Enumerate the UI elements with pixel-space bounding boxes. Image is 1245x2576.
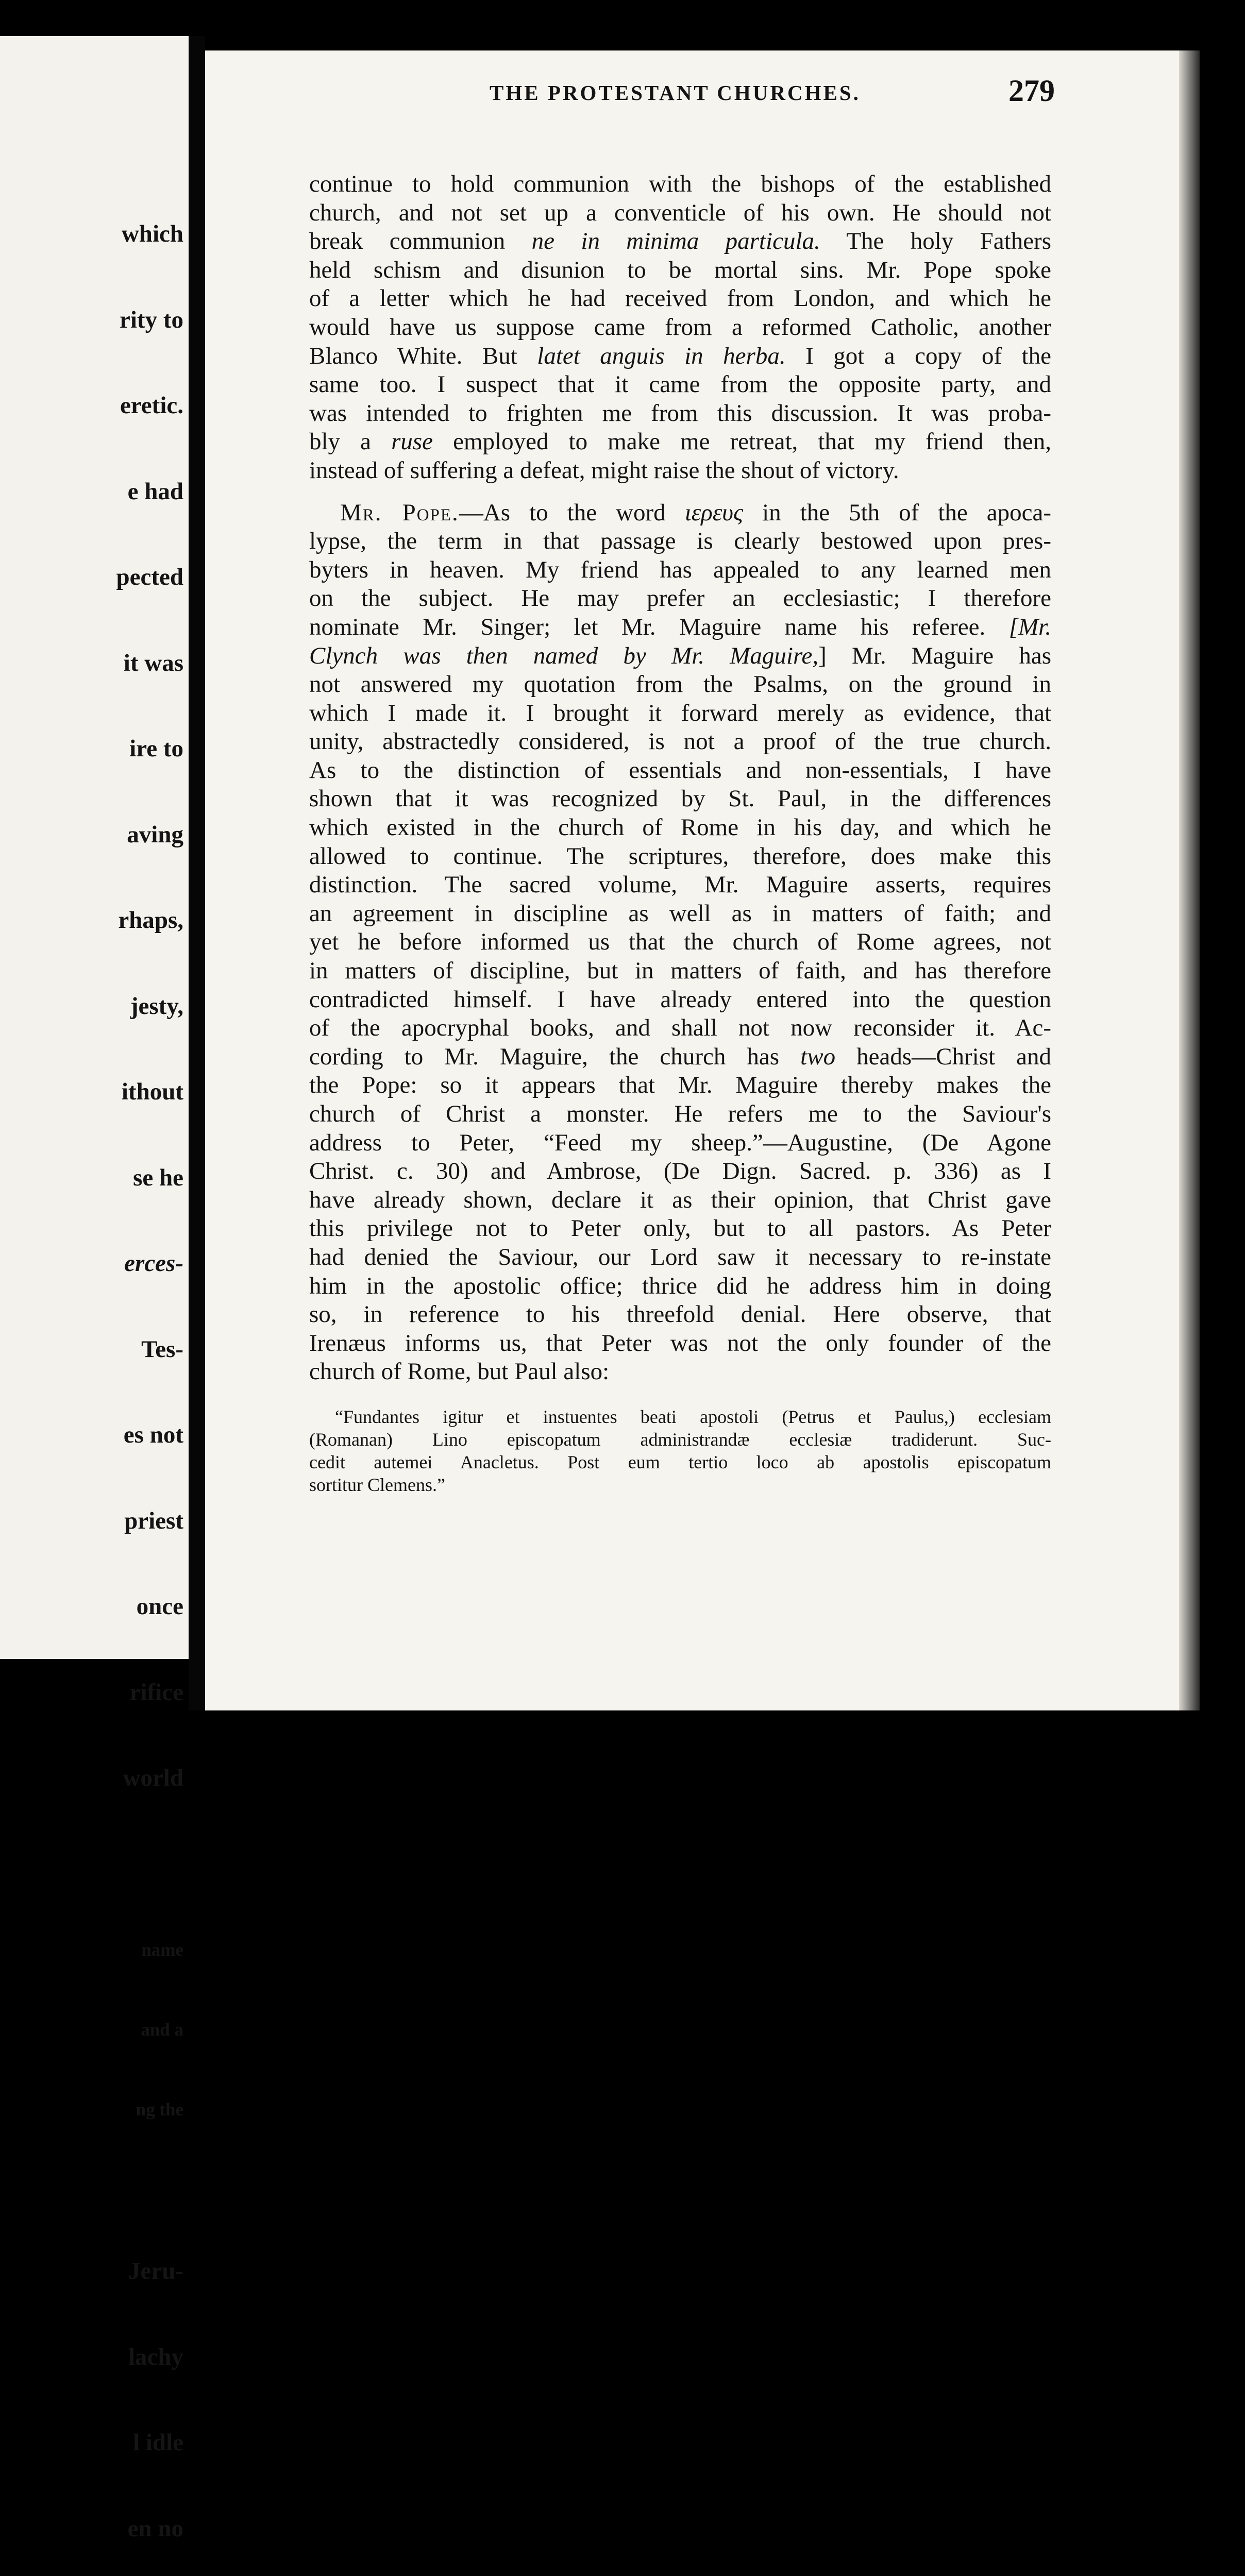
text-line: byters in heaven. My friend has appealed to any learned men <box>309 556 1051 583</box>
quote-line: (Romanan) Lino episcopatum administrandæ ecclesiæ tradiderunt. Suc- <box>309 1429 1051 1450</box>
quote-line: cedit autemei Anacletus. Post eum tertio loco ab apostolis episcopatum <box>309 1452 1051 1472</box>
text-line: Christ. c. 30) and Ambrose, (De Dign. Sacred. p. 336) as I <box>309 1158 1051 1185</box>
left-line: which <box>121 221 183 247</box>
text-line: same too. I suspect that it came from the opposite party, and <box>309 371 1051 398</box>
text-line: Mr. Pope.—As to the word ιερευς in the 5th of the apoca- <box>340 499 1052 526</box>
text-line: Clynch was then named by Mr. Maguire,] Mr. Maguire has <box>309 642 1052 669</box>
left-line: rity to <box>120 306 183 333</box>
text-line: him in the apostolic office; thrice did he address him in doing <box>309 1272 1051 1299</box>
left-line-small: and a <box>141 2020 183 2040</box>
left-page-fragment <box>0 36 189 2542</box>
left-line: world <box>123 1765 183 1791</box>
text-line: instead of suffering a defeat, might raise the shout of victory. <box>309 456 899 484</box>
text-line: the Pope: so it appears that Mr. Maguire thereby makes the <box>309 1072 1051 1099</box>
text-line: Blanco White. But latet anguis in herba. I got a copy of the <box>309 342 1052 369</box>
text-line: not answered my quotation from the Psalms, on the ground in <box>309 671 1051 698</box>
text-line: yet he before informed us that the church of Rome agrees, not <box>309 928 1051 956</box>
left-line: rhaps, <box>118 907 183 934</box>
left-line: ire to <box>129 735 183 762</box>
text-line: shown that it was recognized by St. Paul, in the differences <box>309 785 1051 812</box>
text-line: bly a ruse employed to make me retreat, that my friend then, <box>309 428 1051 455</box>
quote-line: sortitur Clemens.” <box>309 1475 445 1495</box>
left-line: eretic. <box>120 392 183 419</box>
left-line: it was <box>123 649 183 676</box>
latin-phrase: latet anguis in herba. <box>537 342 786 369</box>
running-head <box>283 76 1055 117</box>
text-line: so, in reference to his threefold denial. Here observe, that <box>309 1301 1051 1328</box>
italic-word: two <box>800 1043 836 1070</box>
left-line: l idle <box>133 2429 183 2456</box>
left-line: priest <box>124 1507 183 1534</box>
text-line: which I made it. I brought it forward merely as evidence, that <box>309 699 1051 726</box>
left-line: e had <box>127 478 183 505</box>
left-line: lachy <box>128 2343 183 2370</box>
text-line: lypse, the term in that passage is clearly bestowed upon pres- <box>309 528 1051 555</box>
latin-phrase: ne in minima particula. <box>531 228 820 255</box>
text-line: allowed to continue. The scriptures, therefore, does make this <box>309 842 1051 870</box>
left-line: se he <box>133 1164 183 1191</box>
text-line: in matters of discipline, but in matters of faith, and has therefore <box>309 957 1051 985</box>
text-line: cording to Mr. Maguire, the church has two heads—Christ and <box>309 1043 1052 1070</box>
body-text <box>309 170 1051 1386</box>
text-line: church of Rome, but Paul also: <box>309 1358 610 1385</box>
text-line: Irenæus informs us, that Peter was not the only founder of the <box>309 1329 1051 1357</box>
left-line: pected <box>116 564 183 590</box>
text-line: church, and not set up a conventicle of his own. He should not <box>309 199 1051 226</box>
left-line: en no <box>127 2515 183 2542</box>
text-line: As to the distinction of essentials and non-essentials, I have <box>309 756 1051 784</box>
editorial-note: Clynch was then named by Mr. Maguire, <box>309 642 819 669</box>
text-line: would have us suppose came from a reformed Catholic, another <box>309 313 1051 341</box>
text-line: distinction. The sacred volume, Mr. Maguire asserts, requires <box>309 871 1051 899</box>
left-line: ithout <box>121 1078 183 1105</box>
left-line: es not <box>123 1421 183 1448</box>
text-line: which existed in the church of Rome in his day, and which he <box>309 814 1051 841</box>
text-line: address to Peter, “Feed my sheep.”—Augustine, (De Agone <box>309 1129 1051 1156</box>
left-line: erces- <box>124 1250 183 1277</box>
left-line: rifice <box>129 1679 183 1706</box>
greek-word: ιερευς <box>684 499 744 526</box>
text-line: contradicted himself. I have already entered into the question <box>309 986 1051 1013</box>
left-line: jesty, <box>130 992 183 1020</box>
left-line: Jeru- <box>128 2258 183 2284</box>
text-line: this privilege not to Peter only, but to all pastors. As Peter <box>309 1215 1051 1242</box>
left-page-text <box>116 163 183 2576</box>
running-head-title: THE PROTESTANT CHURCHES. <box>490 81 861 105</box>
page-edge <box>1179 50 1200 1710</box>
text-line: unity, abstractedly considered, is not a proof of the true church. <box>309 728 1051 755</box>
text-line: was intended to frighten me from this discussion. It was proba- <box>309 399 1051 427</box>
book-gutter <box>189 36 205 1710</box>
text-line: an agreement in discipline as well as in matters of faith; and <box>309 900 1051 927</box>
text-line: church of Christ a monster. He refers me to the Saviour's <box>309 1100 1051 1127</box>
left-line: once <box>136 1593 183 1620</box>
left-line-small: ng the <box>136 2099 183 2120</box>
text-line: held schism and disunion to be mortal sins. Mr. Pope spoke <box>309 256 1051 283</box>
text-line: on the subject. He may prefer an ecclesiastic; I therefore <box>309 585 1051 612</box>
text-line: had denied the Saviour, our Lord saw it necessary to re-instate <box>309 1243 1051 1270</box>
page-number: 279 <box>1008 74 1055 108</box>
latin-quotation <box>309 1405 1051 1496</box>
left-line: aving <box>127 821 183 848</box>
text-line: have already shown, declare it as their opinion, that Christ gave <box>309 1186 1051 1213</box>
left-line-small: name <box>141 1940 183 1960</box>
speaker-name: Mr. Pope. <box>340 499 459 526</box>
text-line: break communion ne in minima particula. The holy Fathers <box>309 228 1052 255</box>
italic-word: ruse <box>391 428 433 455</box>
quote-line: “Fundantes igitur et instuentes beati apostoli (Petrus et Paulus,) ecclesiam <box>335 1406 1051 1427</box>
text-line: of the apocryphal books, and shall not now reconsider it. Ac- <box>309 1014 1051 1042</box>
text-line: of a letter which he had received from London, and which he <box>309 285 1051 312</box>
text-line: nominate Mr. Singer; let Mr. Maguire name his referee. [Mr. <box>309 613 1051 640</box>
left-line: Tes- <box>141 1335 183 1363</box>
text-line: continue to hold communion with the bishops of the established <box>309 171 1051 197</box>
